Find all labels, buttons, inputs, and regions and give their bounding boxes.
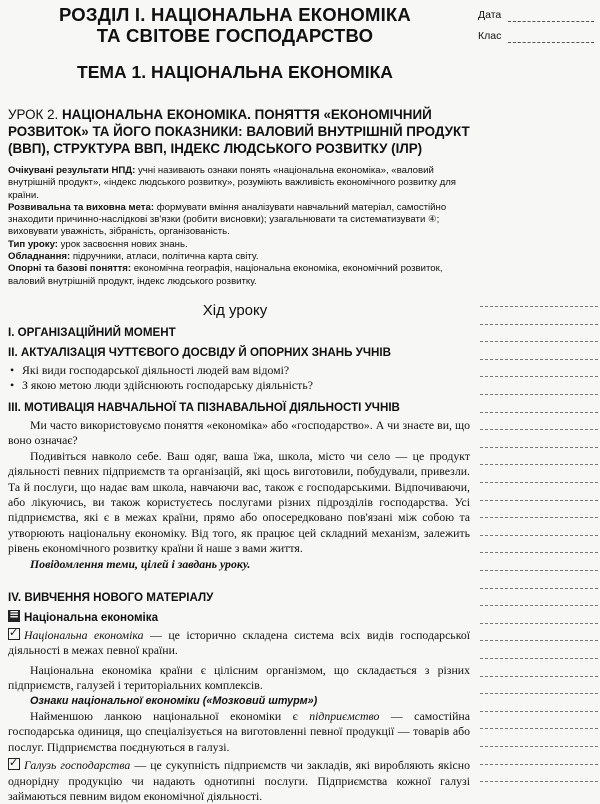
margin-notes-column <box>474 0 600 798</box>
note-line <box>480 341 598 342</box>
paragraph-topic-note: Повідомлення теми, цілей і завдань уроку. <box>30 556 251 571</box>
type-text: урок засвоєння нових знань. <box>58 238 188 250</box>
note-line <box>480 746 598 747</box>
definition-text: — це історично складена система всіх видів господарської діяльності в межах певної країни. <box>8 628 471 658</box>
new-material-text <box>8 628 470 804</box>
concepts-block <box>8 263 468 288</box>
section-1-heading: І. ОРГАНІЗАЦІЙНИЙ МОМЕНТ <box>8 326 176 339</box>
section-4-heading: IV. ВИВЧЕННЯ НОВОГО МАТЕРІАЛУ <box>8 591 214 604</box>
goal-label: Розвивальна та виховна мета: <box>8 201 155 213</box>
text-part: — самостійна господарська одиниця, що спеціалізується на виготовленні певної продукції — товарів або послуг. Підприємства поєднуються в галузі. <box>8 709 470 754</box>
equipment-block <box>8 251 468 263</box>
subsection-title: Національна економіка <box>24 611 159 624</box>
definition-text: — це сукупність підприємств чи закладів, які виробляють якісно однорідну продукцію чи надають однотипні послуги. Підприємства кожної галузі займаються певним видом економічної діяльності. <box>8 758 470 804</box>
equipment-text: підручники, атласи, політична карта світу. <box>70 251 259 263</box>
goal-text-b: ; виховувати уважність, зібраність, організованість. <box>8 214 440 238</box>
text-part: Найменшою ланкою національної економіки є <box>30 709 310 724</box>
course-title: Хід уроку <box>202 302 268 319</box>
goal-text-a: формувати вміння аналізувати навчальний матеріал, самостійно знаходити причинно-наслідкові зв'язки (робити висновки); узагальнювати та систематизувати <box>8 201 447 226</box>
note-line <box>480 728 598 729</box>
topic-title: ТЕМА 1. НАЦІОНАЛЬНА ЕКОНОМІКА <box>77 62 393 82</box>
definition-term: Національна економіка <box>24 628 144 642</box>
concepts-label: Опорні та базові поняття: <box>8 263 132 275</box>
term: підприємство <box>309 709 380 724</box>
lesson-title-line2: РОЗВИТОК» ТА ЙОГО ПОКАЗНИКИ: ВАЛОВИЙ ВНУТРІШНІЙ ПРОДУКТ <box>8 124 470 139</box>
results-block <box>8 165 468 202</box>
goal-block <box>8 202 468 239</box>
goal-badge: ④ <box>427 214 437 226</box>
note-line <box>480 394 598 395</box>
note-line <box>480 359 598 360</box>
subsection-heading <box>8 610 158 624</box>
class-field[interactable] <box>508 42 594 43</box>
note-line <box>480 658 598 659</box>
results-text: учні називають ознаки понять «національна економіка», «валовий внутрішній продукт», «індекс людського розвитку», розуміють важливість економічного розвитку для країни. <box>8 165 457 201</box>
note-line <box>480 693 598 694</box>
note-line <box>480 711 598 712</box>
note-line <box>480 552 598 553</box>
note-line <box>480 623 598 624</box>
paragraph: Національна економіка країни є цілісним організмом, що складається з різних підприємств, галузей і територіальних комплексів. <box>8 662 470 693</box>
notes-icon <box>8 610 20 622</box>
note-line <box>480 588 598 589</box>
note-line <box>480 500 598 501</box>
note-line <box>480 306 598 307</box>
note-line <box>480 464 598 465</box>
note-line <box>480 570 598 571</box>
type-block <box>8 239 468 251</box>
note-line <box>480 676 598 677</box>
note-line <box>480 764 598 765</box>
lesson-prefix: УРОК 2. <box>8 107 59 122</box>
section-3-heading: ІІІ. МОТИВАЦІЯ НАВЧАЛЬНОЇ ТА ПІЗНАВАЛЬНОЇ ДІЯЛЬНОСТІ УЧНІВ <box>8 401 400 414</box>
note-line <box>480 640 598 641</box>
equipment-label: Обладнання: <box>8 251 71 263</box>
note-line <box>480 517 598 518</box>
lesson-title-line1: НАЦІОНАЛЬНА ЕКОНОМІКА. ПОНЯТТЯ «ЕКОНОМІЧНИЙ <box>61 107 432 122</box>
lesson-title-line3: (ВВП), СТРУКТУРА ВВП, ІНДЕКС ЛЮДСЬКОГО РОЗВИТКУ (ІЛР) <box>8 141 423 156</box>
class-label: Клас <box>478 30 502 42</box>
note-line <box>480 781 598 782</box>
definition-2 <box>8 758 470 804</box>
motivation-text <box>8 418 470 572</box>
note-line <box>480 429 598 430</box>
results-label: Очікувані результати НПД: <box>8 165 136 176</box>
concepts-text: економічна географія, національна економіка, економічний розвиток, валовий внутрішній продукт, індекс людського розвитку. <box>8 263 443 287</box>
section-2-heading: ІІ. АКТУАЛІЗАЦІЯ ЧУТТЄВОГО ДОСВІДУ Й ОПОРНИХ ЗНАНЬ УЧНІВ <box>8 346 391 359</box>
lesson-title <box>8 106 470 157</box>
note-line <box>480 376 598 377</box>
definition-1 <box>8 628 470 659</box>
date-field[interactable] <box>508 21 594 22</box>
note-line <box>480 482 598 483</box>
section-title-line1: РОЗДІЛ І. НАЦІОНАЛЬНА ЕКОНОМІКА <box>59 4 411 25</box>
type-label: Тип уроку: <box>8 238 58 250</box>
paragraph: Ми часто використовуємо поняття «економіка» або «господарство». А чи знаєте ви, що воно означає? <box>8 418 470 448</box>
questions-list <box>8 363 470 394</box>
paragraph-brainstorm: Ознаки національної економіки («Мозковий штурм») <box>30 694 318 707</box>
checkbox-icon <box>8 758 20 770</box>
checkbox-icon <box>8 628 20 640</box>
list-item: • З якою метою люди здійснюють господарську діяльність? <box>8 378 470 393</box>
paragraph-enterprise <box>8 709 470 755</box>
section-title <box>14 4 456 46</box>
note-line <box>480 412 598 413</box>
note-line <box>480 605 598 606</box>
section-title-line2: ТА СВІТОВЕ ГОСПОДАРСТВО <box>96 25 374 46</box>
note-line <box>480 324 598 325</box>
list-item: • Які види господарської діяльності людей вам відомі? <box>8 363 470 378</box>
date-label: Дата <box>478 9 502 21</box>
paragraph: Подивіться навколо себе. Ваш одяг, ваша їжа, школа, місто чи село — це продукт діяльності певних підприємств та організацій, які щось виготовили, побудували, привезли. Та й послуги, що надає вам школа, навчаючи вас, також є господарськими. Відпочиваючи, або лікуючись, ви також користуєтесь послугами різних підрозділів господарства. Усі підприємства, які є в межах країни, прямо або опосередковано пов'язані між собою та утворюють національну економіку. Від того, як працює цей складний механізм, залежить рівень економічного розвитку країни й наше з вами життя. <box>8 448 470 556</box>
definition-term: Галузь господарства <box>24 758 131 773</box>
note-line <box>480 447 598 448</box>
note-line <box>480 535 598 536</box>
lesson-meta <box>8 165 468 288</box>
